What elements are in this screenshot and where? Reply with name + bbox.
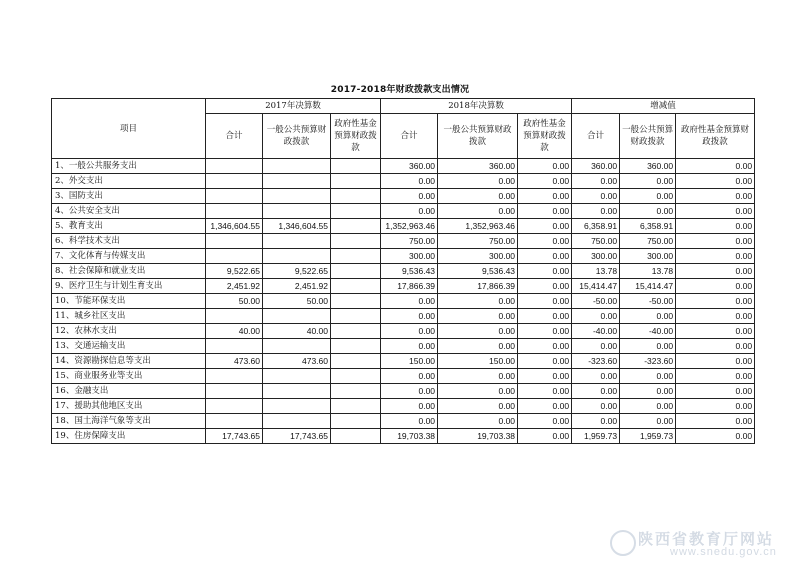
value-cell: 0.00 bbox=[438, 339, 518, 354]
value-cell bbox=[331, 174, 381, 189]
value-cell: 0.00 bbox=[676, 354, 755, 369]
value-cell bbox=[331, 264, 381, 279]
value-cell: 0.00 bbox=[572, 369, 620, 384]
table-row bbox=[52, 264, 755, 279]
row-label: 19、住房保障支出 bbox=[52, 429, 206, 444]
value-cell: 300.00 bbox=[572, 249, 620, 264]
value-cell bbox=[206, 189, 263, 204]
value-cell: 0.00 bbox=[381, 189, 438, 204]
value-cell: 0.00 bbox=[518, 324, 572, 339]
value-cell: 300.00 bbox=[620, 249, 676, 264]
value-cell: 0.00 bbox=[381, 369, 438, 384]
value-cell: 0.00 bbox=[381, 204, 438, 219]
value-cell: 0.00 bbox=[620, 399, 676, 414]
value-cell bbox=[263, 369, 331, 384]
value-cell: 0.00 bbox=[676, 399, 755, 414]
value-cell: 19,703.38 bbox=[438, 429, 518, 444]
value-cell bbox=[206, 414, 263, 429]
value-cell: 0.00 bbox=[620, 384, 676, 399]
value-cell: 300.00 bbox=[438, 249, 518, 264]
value-cell: 19,703.38 bbox=[381, 429, 438, 444]
value-cell: 0.00 bbox=[676, 234, 755, 249]
value-cell: -50.00 bbox=[572, 294, 620, 309]
item-header: 项目 bbox=[52, 99, 206, 159]
value-cell bbox=[206, 339, 263, 354]
value-cell: 0.00 bbox=[518, 309, 572, 324]
value-cell: 0.00 bbox=[438, 399, 518, 414]
value-cell bbox=[263, 399, 331, 414]
row-label: 5、教育支出 bbox=[52, 219, 206, 234]
value-cell: 0.00 bbox=[438, 369, 518, 384]
value-cell bbox=[331, 384, 381, 399]
col-header-general: 一般公共预算财政拨款 bbox=[263, 114, 331, 159]
table-row bbox=[52, 294, 755, 309]
value-cell: 0.00 bbox=[572, 309, 620, 324]
value-cell: 0.00 bbox=[438, 189, 518, 204]
value-cell bbox=[206, 369, 263, 384]
value-cell bbox=[206, 249, 263, 264]
value-cell: 9,536.43 bbox=[381, 264, 438, 279]
value-cell: 0.00 bbox=[620, 339, 676, 354]
table-row bbox=[52, 339, 755, 354]
value-cell bbox=[206, 384, 263, 399]
group-header-change: 增减值 bbox=[572, 99, 755, 114]
table-row bbox=[52, 429, 755, 444]
col-header-total: 合计 bbox=[381, 114, 438, 159]
value-cell: 0.00 bbox=[438, 174, 518, 189]
table-body bbox=[52, 159, 755, 444]
table-row bbox=[52, 399, 755, 414]
table-row bbox=[52, 189, 755, 204]
value-cell: 50.00 bbox=[206, 294, 263, 309]
value-cell: 2,451.92 bbox=[206, 279, 263, 294]
value-cell: 0.00 bbox=[518, 369, 572, 384]
value-cell bbox=[263, 414, 331, 429]
table-row bbox=[52, 414, 755, 429]
value-cell: 0.00 bbox=[381, 174, 438, 189]
value-cell: 40.00 bbox=[263, 324, 331, 339]
value-cell bbox=[331, 339, 381, 354]
row-label: 2、外交支出 bbox=[52, 174, 206, 189]
row-label: 16、金融支出 bbox=[52, 384, 206, 399]
row-label: 15、商业服务业等支出 bbox=[52, 369, 206, 384]
value-cell bbox=[206, 204, 263, 219]
value-cell: 300.00 bbox=[381, 249, 438, 264]
value-cell: 0.00 bbox=[620, 204, 676, 219]
value-cell: 0.00 bbox=[676, 384, 755, 399]
col-header-general: 一般公共预算财政拨款 bbox=[620, 114, 676, 159]
watermark-text: 陕西省教育厅网站 bbox=[638, 530, 775, 548]
row-label: 17、援助其他地区支出 bbox=[52, 399, 206, 414]
seal-icon bbox=[610, 530, 636, 556]
table-row bbox=[52, 204, 755, 219]
table-row bbox=[52, 369, 755, 384]
value-cell: 0.00 bbox=[676, 294, 755, 309]
value-cell: 0.00 bbox=[381, 309, 438, 324]
value-cell: 0.00 bbox=[572, 204, 620, 219]
col-header-fund: 政府性基金预算财政拨款 bbox=[518, 114, 572, 159]
value-cell: 0.00 bbox=[518, 279, 572, 294]
value-cell bbox=[263, 309, 331, 324]
value-cell bbox=[331, 219, 381, 234]
row-label: 9、医疗卫生与计划生育支出 bbox=[52, 279, 206, 294]
value-cell: 9,522.65 bbox=[206, 264, 263, 279]
value-cell: 0.00 bbox=[676, 174, 755, 189]
value-cell bbox=[263, 384, 331, 399]
value-cell: 0.00 bbox=[620, 414, 676, 429]
value-cell: 1,346,604.55 bbox=[263, 219, 331, 234]
value-cell bbox=[331, 399, 381, 414]
value-cell: 0.00 bbox=[676, 324, 755, 339]
value-cell: 750.00 bbox=[438, 234, 518, 249]
table-row bbox=[52, 384, 755, 399]
value-cell: 0.00 bbox=[518, 264, 572, 279]
value-cell: 0.00 bbox=[518, 339, 572, 354]
value-cell: 1,352,963.46 bbox=[438, 219, 518, 234]
value-cell bbox=[331, 189, 381, 204]
value-cell: 0.00 bbox=[572, 384, 620, 399]
value-cell: 0.00 bbox=[381, 339, 438, 354]
table-row bbox=[52, 354, 755, 369]
value-cell bbox=[206, 399, 263, 414]
value-cell: 0.00 bbox=[381, 294, 438, 309]
value-cell bbox=[206, 159, 263, 174]
value-cell: 0.00 bbox=[438, 294, 518, 309]
value-cell: 0.00 bbox=[381, 324, 438, 339]
row-label: 13、交通运输支出 bbox=[52, 339, 206, 354]
value-cell: 17,743.65 bbox=[206, 429, 263, 444]
table-row bbox=[52, 159, 755, 174]
row-label: 14、资源勘探信息等支出 bbox=[52, 354, 206, 369]
value-cell: 0.00 bbox=[572, 339, 620, 354]
value-cell: 750.00 bbox=[381, 234, 438, 249]
value-cell: 360.00 bbox=[620, 159, 676, 174]
group-header-2018: 2018年决算数 bbox=[381, 99, 572, 114]
value-cell bbox=[331, 294, 381, 309]
value-cell bbox=[263, 339, 331, 354]
value-cell: -323.60 bbox=[572, 354, 620, 369]
table-row bbox=[52, 324, 755, 339]
row-label: 8、社会保障和就业支出 bbox=[52, 264, 206, 279]
value-cell: -323.60 bbox=[620, 354, 676, 369]
value-cell: 9,522.65 bbox=[263, 264, 331, 279]
table-row bbox=[52, 219, 755, 234]
value-cell: 6,358.91 bbox=[572, 219, 620, 234]
value-cell: 150.00 bbox=[438, 354, 518, 369]
value-cell: 0.00 bbox=[438, 309, 518, 324]
value-cell bbox=[331, 429, 381, 444]
value-cell: 0.00 bbox=[676, 189, 755, 204]
value-cell bbox=[331, 249, 381, 264]
row-label: 3、国防支出 bbox=[52, 189, 206, 204]
value-cell bbox=[331, 159, 381, 174]
value-cell: 0.00 bbox=[381, 399, 438, 414]
value-cell: 0.00 bbox=[518, 204, 572, 219]
value-cell bbox=[331, 369, 381, 384]
value-cell: 0.00 bbox=[572, 174, 620, 189]
value-cell: 15,414.47 bbox=[572, 279, 620, 294]
value-cell: 17,866.39 bbox=[438, 279, 518, 294]
value-cell: 0.00 bbox=[620, 174, 676, 189]
value-cell bbox=[331, 354, 381, 369]
value-cell: 50.00 bbox=[263, 294, 331, 309]
table-row bbox=[52, 234, 755, 249]
value-cell: 0.00 bbox=[518, 414, 572, 429]
row-label: 7、文化体育与传媒支出 bbox=[52, 249, 206, 264]
value-cell: 0.00 bbox=[438, 414, 518, 429]
value-cell: 0.00 bbox=[620, 309, 676, 324]
value-cell: 0.00 bbox=[676, 264, 755, 279]
group-header-2017: 2017年决算数 bbox=[206, 99, 381, 114]
col-header-fund: 政府性基金预算财政拨款 bbox=[676, 114, 755, 159]
value-cell: -40.00 bbox=[572, 324, 620, 339]
col-header-general: 一般公共预算财政拨款 bbox=[438, 114, 518, 159]
value-cell: 360.00 bbox=[381, 159, 438, 174]
value-cell: 0.00 bbox=[676, 204, 755, 219]
table-row bbox=[52, 279, 755, 294]
value-cell: 1,959.73 bbox=[620, 429, 676, 444]
row-label: 1、一般公共服务支出 bbox=[52, 159, 206, 174]
value-cell: 15,414.47 bbox=[620, 279, 676, 294]
value-cell: 0.00 bbox=[518, 174, 572, 189]
value-cell: 0.00 bbox=[572, 399, 620, 414]
value-cell: 0.00 bbox=[438, 204, 518, 219]
value-cell: -40.00 bbox=[620, 324, 676, 339]
value-cell: 0.00 bbox=[518, 159, 572, 174]
value-cell: 0.00 bbox=[676, 369, 755, 384]
value-cell: 6,358.91 bbox=[620, 219, 676, 234]
value-cell: 0.00 bbox=[676, 339, 755, 354]
value-cell: 360.00 bbox=[572, 159, 620, 174]
value-cell: 17,866.39 bbox=[381, 279, 438, 294]
table-row bbox=[52, 249, 755, 264]
value-cell: 1,959.73 bbox=[572, 429, 620, 444]
value-cell bbox=[331, 414, 381, 429]
value-cell: 9,536.43 bbox=[438, 264, 518, 279]
value-cell: 0.00 bbox=[572, 414, 620, 429]
value-cell bbox=[206, 234, 263, 249]
value-cell: 0.00 bbox=[676, 219, 755, 234]
value-cell: 0.00 bbox=[518, 219, 572, 234]
value-cell: 13.78 bbox=[572, 264, 620, 279]
value-cell: 40.00 bbox=[206, 324, 263, 339]
value-cell: 0.00 bbox=[518, 249, 572, 264]
value-cell bbox=[263, 159, 331, 174]
value-cell: 0.00 bbox=[518, 384, 572, 399]
watermark bbox=[610, 528, 800, 558]
value-cell: 0.00 bbox=[676, 249, 755, 264]
value-cell: 13.78 bbox=[620, 264, 676, 279]
value-cell bbox=[331, 204, 381, 219]
col-header-total: 合计 bbox=[206, 114, 263, 159]
table-title: 2017-2018年财政拨款支出情况 bbox=[330, 85, 470, 95]
value-cell: 0.00 bbox=[518, 429, 572, 444]
value-cell bbox=[263, 204, 331, 219]
value-cell bbox=[263, 234, 331, 249]
value-cell: 750.00 bbox=[572, 234, 620, 249]
value-cell: 1,352,963.46 bbox=[381, 219, 438, 234]
value-cell: -50.00 bbox=[620, 294, 676, 309]
row-label: 11、城乡社区支出 bbox=[52, 309, 206, 324]
value-cell bbox=[331, 279, 381, 294]
value-cell bbox=[263, 249, 331, 264]
value-cell: 1,346,604.55 bbox=[206, 219, 263, 234]
value-cell: 750.00 bbox=[620, 234, 676, 249]
value-cell: 0.00 bbox=[518, 294, 572, 309]
value-cell: 0.00 bbox=[676, 309, 755, 324]
row-label: 12、农林水支出 bbox=[52, 324, 206, 339]
value-cell bbox=[331, 234, 381, 249]
value-cell: 0.00 bbox=[620, 189, 676, 204]
value-cell: 473.60 bbox=[263, 354, 331, 369]
value-cell: 0.00 bbox=[518, 189, 572, 204]
value-cell: 0.00 bbox=[676, 279, 755, 294]
value-cell: 0.00 bbox=[518, 234, 572, 249]
value-cell: 0.00 bbox=[676, 429, 755, 444]
value-cell bbox=[331, 324, 381, 339]
watermark-url: www.snedu.gov.cn bbox=[670, 546, 777, 558]
value-cell: 0.00 bbox=[518, 354, 572, 369]
value-cell: 0.00 bbox=[438, 384, 518, 399]
table-row bbox=[52, 174, 755, 189]
value-cell: 0.00 bbox=[518, 399, 572, 414]
value-cell: 0.00 bbox=[620, 369, 676, 384]
value-cell: 0.00 bbox=[381, 414, 438, 429]
value-cell: 0.00 bbox=[438, 324, 518, 339]
value-cell bbox=[331, 309, 381, 324]
value-cell bbox=[206, 174, 263, 189]
value-cell: 0.00 bbox=[381, 384, 438, 399]
value-cell: 17,743.65 bbox=[263, 429, 331, 444]
value-cell: 150.00 bbox=[381, 354, 438, 369]
value-cell: 360.00 bbox=[438, 159, 518, 174]
row-label: 4、公共安全支出 bbox=[52, 204, 206, 219]
value-cell: 2,451.92 bbox=[263, 279, 331, 294]
row-label: 18、国土海洋气象等支出 bbox=[52, 414, 206, 429]
value-cell: 473.60 bbox=[206, 354, 263, 369]
value-cell: 0.00 bbox=[676, 159, 755, 174]
value-cell bbox=[263, 174, 331, 189]
value-cell: 0.00 bbox=[676, 414, 755, 429]
col-header-fund: 政府性基金预算财政拨款 bbox=[331, 114, 381, 159]
row-label: 10、节能环保支出 bbox=[52, 294, 206, 309]
value-cell bbox=[263, 189, 331, 204]
col-header-total: 合计 bbox=[572, 114, 620, 159]
expenditure-table bbox=[51, 98, 755, 444]
value-cell bbox=[206, 309, 263, 324]
value-cell: 0.00 bbox=[572, 189, 620, 204]
table-row bbox=[52, 309, 755, 324]
row-label: 6、科学技术支出 bbox=[52, 234, 206, 249]
